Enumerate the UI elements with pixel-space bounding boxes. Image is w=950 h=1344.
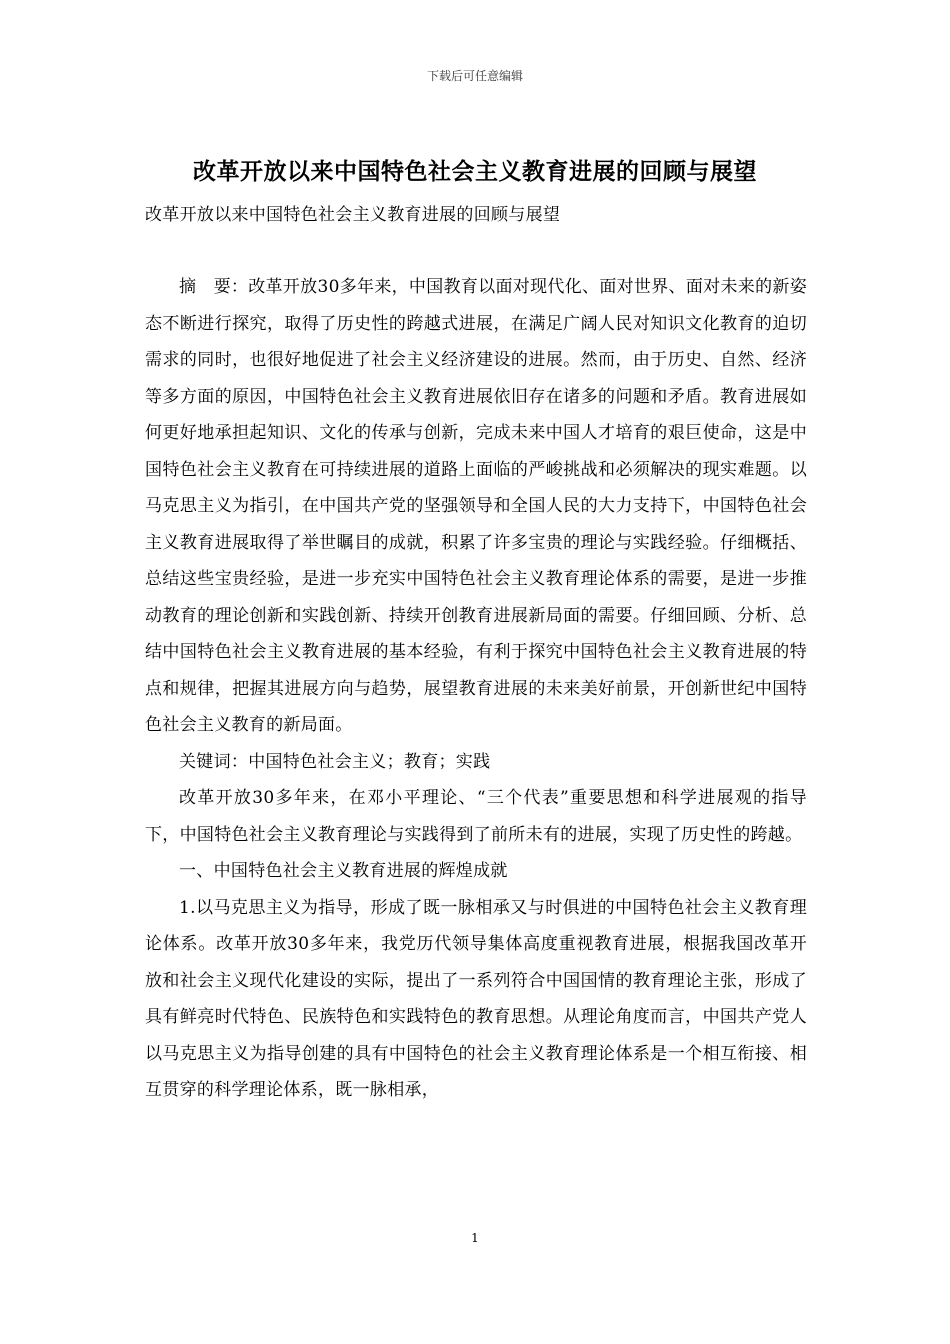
intro-paragraph: 改革开放30多年来，在邓小平理论、“三个代表”重要思想和科学进展观的指导下，中国特色社会主义教育理论与实践得到了前所未有的进展，实现了历史性的跨越。 bbox=[145, 788, 807, 845]
section-heading: 一、中国特色社会主义教育进展的辉煌成就 bbox=[179, 861, 508, 881]
body-paragraph: 1.以马克思主义为指导，形成了既一脉相承又与时俱进的中国特色社会主义教育理论体系。改革开放30多年来，我党历代领导集体高度重视教育进展，根据我国改革开放和社会主义现代化建设的实际，提出了一系列符合中国国情的教育理论主张，形成了具有鲜亮时代特色、民族特色和实践特色的教育思想。从理论角度而言，中国共产党人以马克思主义为指导创建的具有中国特色的社会主义教育理论体系是一个相互衔接、相互贯穿的科学理论体系，既一脉相承， bbox=[145, 897, 807, 1100]
document-body bbox=[145, 269, 807, 1109]
page-number: 1 bbox=[471, 1231, 479, 1245]
document-subtitle: 改革开放以来中国特色社会主义教育进展的回顾与展望 bbox=[145, 205, 561, 225]
document-title: 改革开放以来中国特色社会主义教育进展的回顾与展望 bbox=[193, 158, 757, 185]
page-header: 下载后可任意编辑 bbox=[426, 69, 523, 83]
keywords-paragraph: 关键词：中国特色社会主义；教育；实践 bbox=[179, 751, 491, 772]
abstract-paragraph: 摘 要：改革开放30多年来，中国教育以面对现代化、面对世界、面对未来的新姿态不断进行探究，取得了历史性的跨越式进展，在满足广阔人民对知识文化教育的迫切需求的同时，也很好地促进了社会主义经济建设的进展。然而，由于历史、自然、经济等多方面的原因，中国特色社会主义教育进展依旧存在诸多的问题和矛盾。教育进展如何更好地承担起知识、文化的传承与创新，完成未来中国人才培育的艰巨使命，这是中国特色社会主义教育在可持续进展的道路上面临的严峻挑战和必须解决的现实难题。以马克思主义为指引，在中国共产党的坚强领导和全国人民的大力支持下，中国特色社会主义教育进展取得了举世瞩目的成就，积累了许多宝贵的理论与实践经验。仔细概括、总结这些宝贵经验，是进一步充实中国特色社会主义教育理论体系的需要，是进一步推动教育的理论创新和实践创新、持续开创教育进展新局面的需要。仔细回顾、分析、总结中国特色社会主义教育进展的基本经验，有利于探究中国特色社会主义教育进展的特点和规律，把握其进展方向与趋势，展望教育进展的未来美好前景，开创新世纪中国特色社会主义教育的新局面。 bbox=[145, 277, 807, 735]
